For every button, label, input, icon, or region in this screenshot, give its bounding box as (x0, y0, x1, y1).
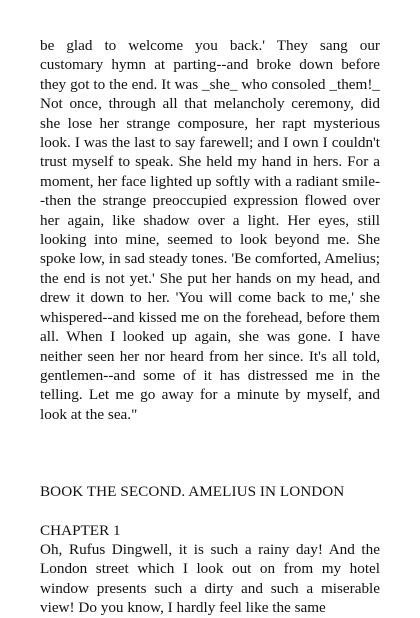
section-gap (40, 424, 380, 482)
chapter-heading: CHAPTER 1 (40, 521, 121, 539)
heading-gap (40, 502, 380, 521)
body-paragraph-1: be glad to welcome you back.' They sang our customary hymn at parting--and broke down before they got to the end. It was _she_ who consoled _them!_ Not once, through all that melancholy ceremony, did she lose her strange composure, her rapt mysterious look. I was the last to say farewell; and I own I couldn't trust myself to speak. She held my hand in hers. For a moment, her face lighted up softly with a radiant smile--then the strange preoccupied expression flowed over her again, like shadow over a light. Her eyes, still looking into mine, seemed to look beyond me. She spoke low, in sad steady tones. 'Be comforted, Amelius; the end is not yet.' She put her hands on my head, and drew it down to her. 'You will come back to me,' she whispered--and kissed me on the forehead, before them all. When I looked up again, she was gone. I have neither seen her nor heard from her since. It's all told, gentlemen--and some of it has distressed me in the telling. Let me go away for a minute by myself, and look at the sea." (40, 37, 380, 423)
book-heading: BOOK THE SECOND. AMELIUS IN LONDON (40, 483, 345, 501)
document-page (40, 36, 380, 618)
body-paragraph-2: Oh, Rufus Dingwell, it is such a rainy day! And the London street which I look out on from my hotel window presents such a dirty and such a miserable view! Do you know, I hardly feel like the same (40, 540, 380, 617)
